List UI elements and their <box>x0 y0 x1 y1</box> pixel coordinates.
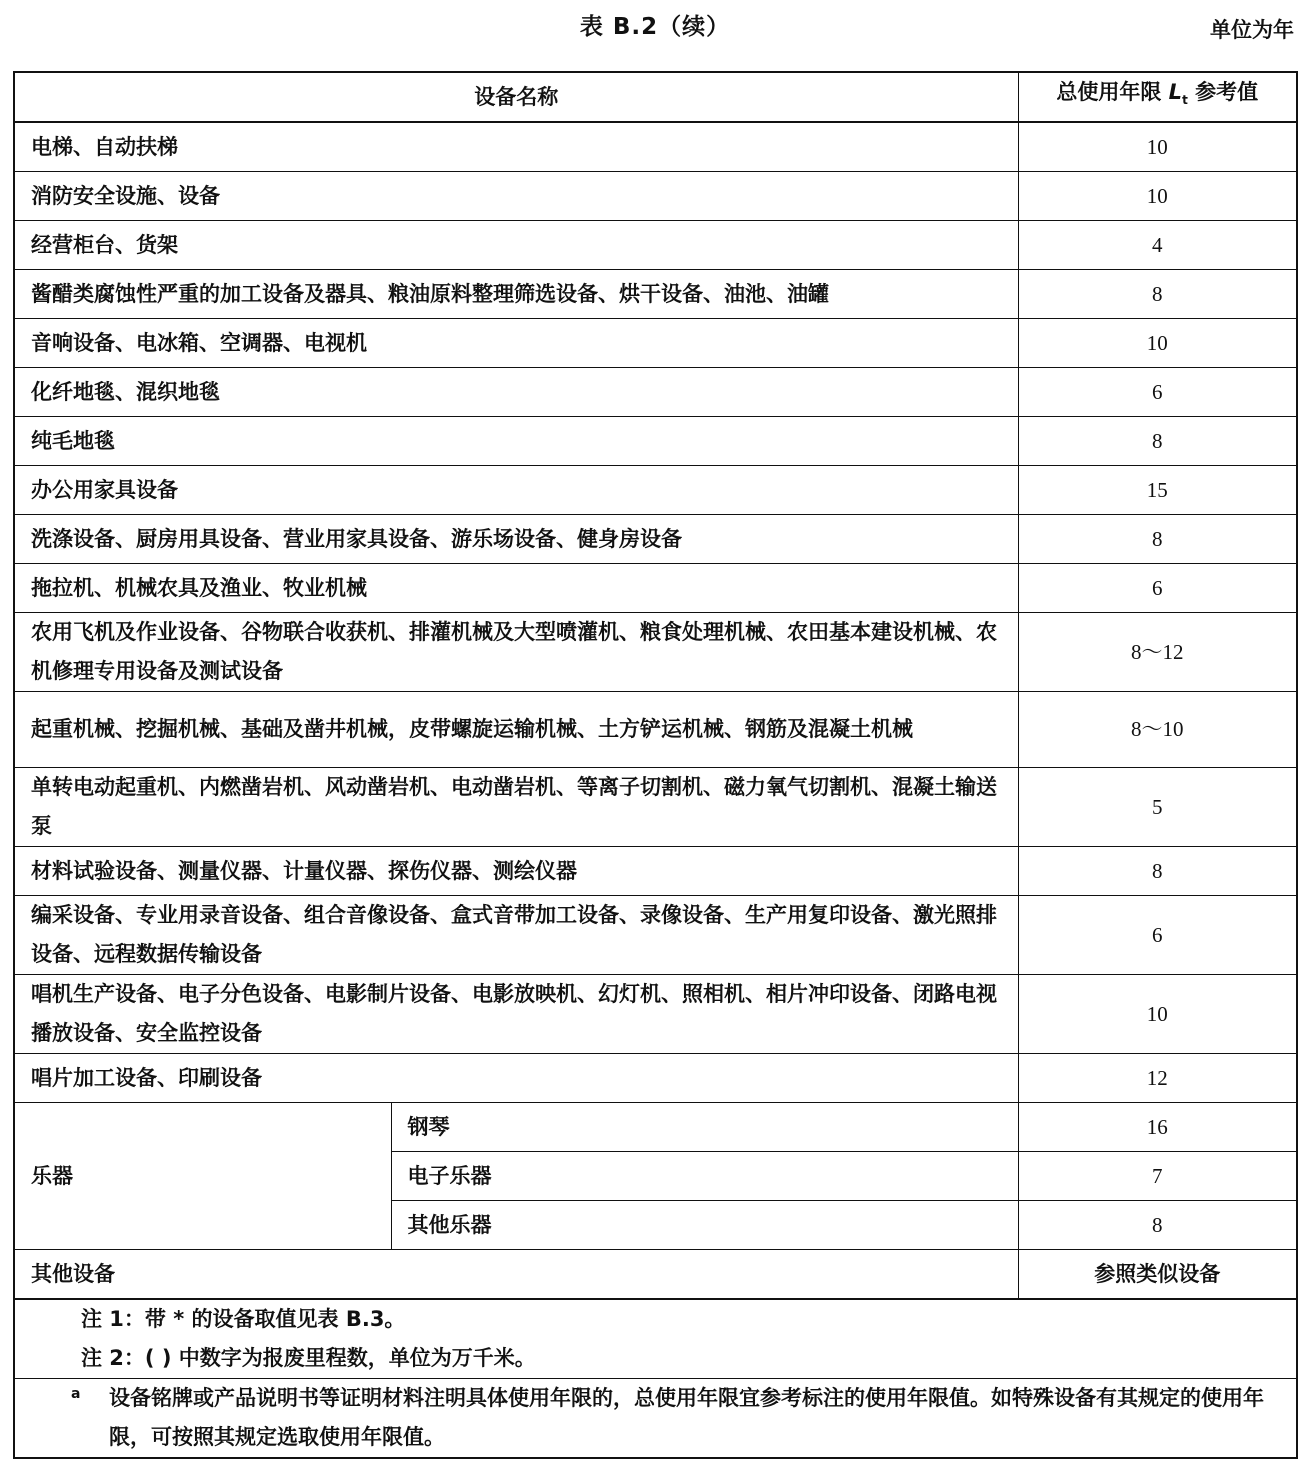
table-row <box>14 172 1297 221</box>
table-row <box>14 564 1297 613</box>
equipment-name-cell: 洗涤设备、厨房用具设备、营业用家具设备、游乐场设备、健身房设备 <box>14 515 1018 564</box>
equipment-name-cell: 单转电动起重机、内燃凿岩机、风动凿岩机、电动凿岩机、等离子切割机、磁力氧气切割机、混凝土输送泵 <box>14 768 1018 847</box>
equipment-name-cell: 材料试验设备、测量仪器、计量仪器、探伤仪器、测绘仪器 <box>14 847 1018 896</box>
equipment-name-cell: 编采设备、专业用录音设备、组合音像设备、盒式音带加工设备、录像设备、生产用复印设备、激光照排设备、远程数据传输设备 <box>14 896 1018 975</box>
service-life-cell: 10 <box>1018 122 1297 172</box>
table-row <box>14 466 1297 515</box>
header-value-subscript: t <box>1182 93 1188 108</box>
table-row <box>14 847 1297 896</box>
equipment-name-cell: 化纤地毯、混织地毯 <box>14 368 1018 417</box>
notes-cell <box>14 1299 1297 1379</box>
service-life-cell: 5 <box>1018 768 1297 847</box>
table-row <box>14 122 1297 172</box>
header-value-suffix: 参考值 <box>1187 80 1259 105</box>
service-life-table <box>13 71 1298 1459</box>
service-life-cell: 10 <box>1018 172 1297 221</box>
equipment-name-cell: 纯毛地毯 <box>14 417 1018 466</box>
service-life-cell: 15 <box>1018 466 1297 515</box>
service-life-cell: 参照类似设备 <box>1018 1250 1297 1300</box>
table-row <box>14 417 1297 466</box>
equipment-name-cell: 唱片加工设备、印刷设备 <box>14 1054 1018 1103</box>
table-row <box>14 1054 1297 1103</box>
equipment-name-cell: 唱机生产设备、电子分色设备、电影制片设备、电影放映机、幻灯机、照相机、相片冲印设备、闭路电视播放设备、安全监控设备 <box>14 975 1018 1054</box>
table-header-row <box>14 72 1297 122</box>
service-life-cell: 8 <box>1018 270 1297 319</box>
equipment-name-cell: 拖拉机、机械农具及渔业、牧业机械 <box>14 564 1018 613</box>
equipment-name-cell: 电梯、自动扶梯 <box>14 122 1018 172</box>
service-life-cell: 12 <box>1018 1054 1297 1103</box>
footnote-row <box>14 1379 1297 1459</box>
equipment-name-cell: 音响设备、电冰箱、空调器、电视机 <box>14 319 1018 368</box>
table-row <box>14 270 1297 319</box>
table-row <box>14 975 1297 1054</box>
service-life-cell: 8 <box>1018 417 1297 466</box>
table-note: 注 2：( ) 中数字为报废里程数，单位为万千米。 <box>81 1346 536 1370</box>
equipment-name-cell: 农用飞机及作业设备、谷物联合收获机、排灌机械及大型喷灌机、粮食处理机械、农田基本建设机械、农机修理专用设备及测试设备 <box>14 613 1018 692</box>
table-row <box>14 1103 1297 1152</box>
equipment-name-cell: 消防安全设施、设备 <box>14 172 1018 221</box>
service-life-cell: 6 <box>1018 368 1297 417</box>
service-life-cell: 7 <box>1018 1152 1297 1201</box>
table-row <box>14 221 1297 270</box>
table-row <box>14 368 1297 417</box>
footnote-cell <box>14 1379 1297 1459</box>
equipment-name-cell: 其他设备 <box>14 1250 1018 1300</box>
table-row <box>14 319 1297 368</box>
service-life-cell: 6 <box>1018 564 1297 613</box>
equipment-name-cell: 酱醋类腐蚀性严重的加工设备及器具、粮油原料整理筛选设备、烘干设备、油池、油罐 <box>14 270 1018 319</box>
unit-label: 单位为年 <box>1210 18 1294 42</box>
notes-row <box>14 1299 1297 1379</box>
footnote-mark: a <box>71 1386 81 1402</box>
service-life-cell: 10 <box>1018 975 1297 1054</box>
equipment-name-cell: 办公用家具设备 <box>14 466 1018 515</box>
instrument-name-cell: 电子乐器 <box>391 1152 1018 1201</box>
table-row <box>14 896 1297 975</box>
service-life-cell: 8 <box>1018 1201 1297 1250</box>
table-note: 注 1：带 * 的设备取值见表 B.3。 <box>81 1307 406 1331</box>
table-row <box>14 515 1297 564</box>
service-life-cell: 8～10 <box>1018 692 1297 768</box>
instrument-name-cell: 钢琴 <box>391 1103 1018 1152</box>
service-life-cell: 4 <box>1018 221 1297 270</box>
header-value-prefix: 总使用年限 <box>1056 80 1169 105</box>
service-life-cell: 8～12 <box>1018 613 1297 692</box>
table-row <box>14 692 1297 768</box>
service-life-cell: 8 <box>1018 515 1297 564</box>
table-row <box>14 768 1297 847</box>
table-row <box>14 613 1297 692</box>
equipment-name-cell: 起重机械、挖掘机械、基础及凿井机械，皮带螺旋运输机械、土方铲运机械、钢筋及混凝土机械 <box>14 692 1018 768</box>
instrument-group-cell: 乐器 <box>14 1103 391 1250</box>
header-value-symbol: L <box>1168 80 1183 105</box>
table-row <box>14 1250 1297 1300</box>
equipment-name-cell: 经营柜台、货架 <box>14 221 1018 270</box>
header-equipment-name: 设备名称 <box>14 72 1018 122</box>
header-service-life <box>1018 72 1297 122</box>
service-life-cell: 16 <box>1018 1103 1297 1152</box>
footnote-text: 设备铭牌或产品说明书等证明材料注明具体使用年限的，总使用年限宜参考标注的使用年限值。如特殊设备有其规定的使用年限，可按照其规定选取使用年限值。 <box>109 1386 1264 1449</box>
instrument-name-cell: 其他乐器 <box>391 1201 1018 1250</box>
service-life-cell: 6 <box>1018 896 1297 975</box>
service-life-cell: 10 <box>1018 319 1297 368</box>
table-title: 表 B.2（续） <box>579 14 731 40</box>
service-life-cell: 8 <box>1018 847 1297 896</box>
